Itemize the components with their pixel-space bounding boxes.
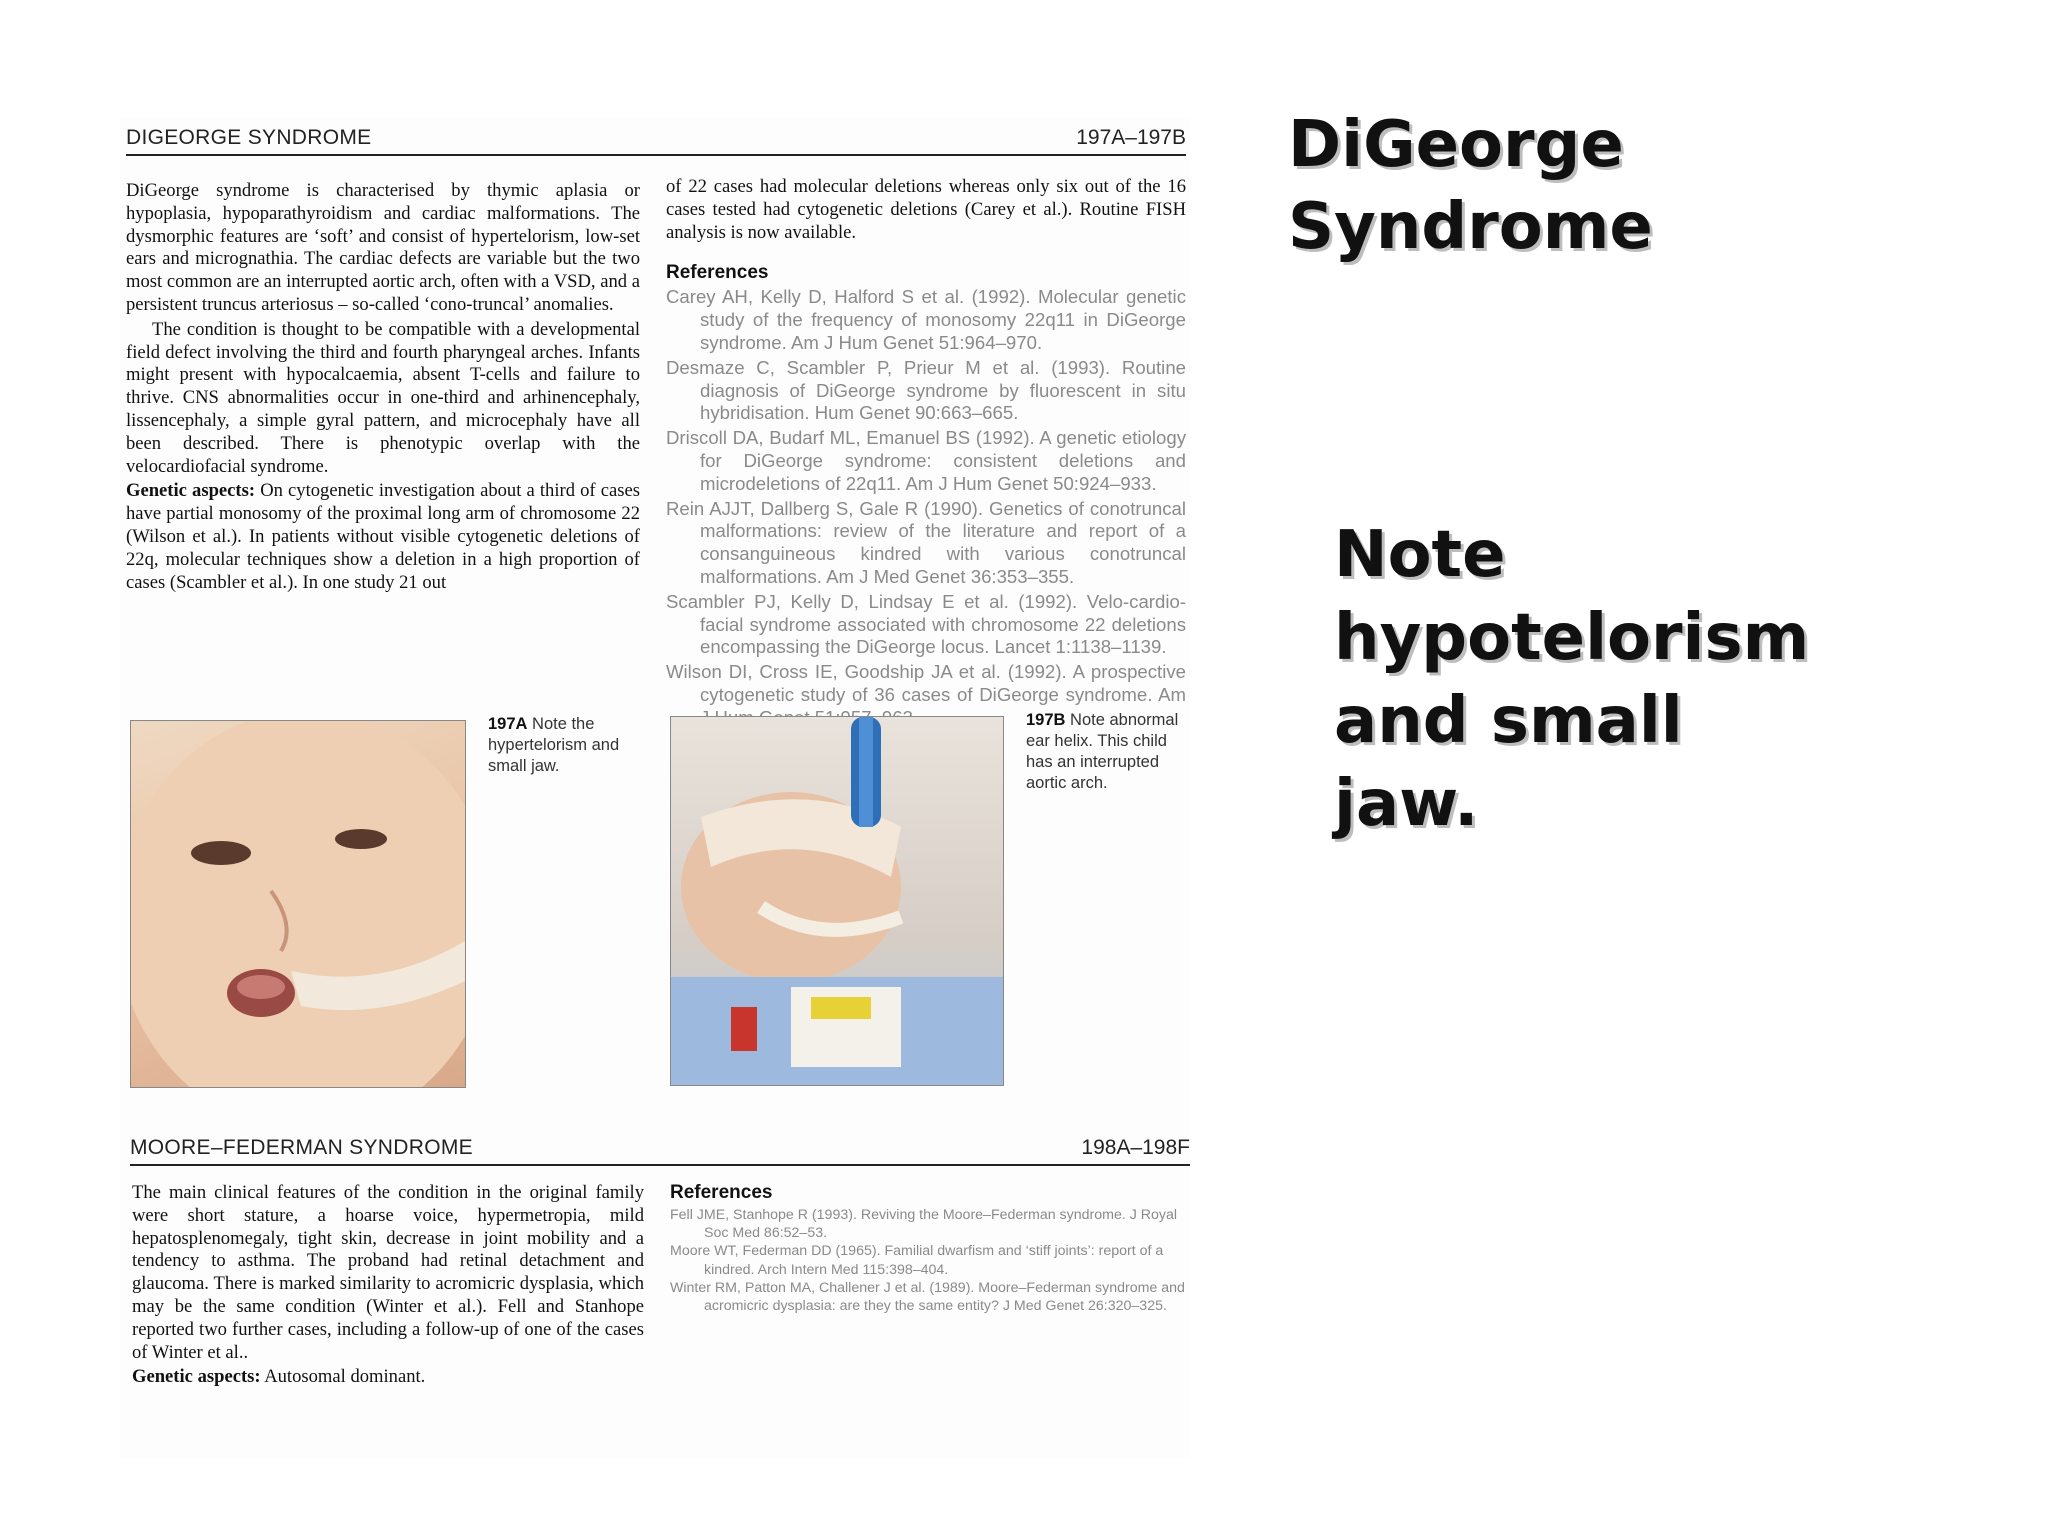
slide-note-line: Note <box>1334 518 1506 592</box>
reference-item: Scambler PJ, Kelly D, Lindsay E et al. (1992). Velo-cardio-facial syndrome associated with chromosome 22 deletions encompassing the DiGeorge locus. Lancet 1:1138–1139. <box>666 590 1186 658</box>
infant-face-illustration <box>131 721 465 1087</box>
section-title-moore-federman: MOORE–FEDERMAN SYNDROME <box>130 1136 473 1159</box>
section-title-digeorge: DIGEORGE SYNDROME <box>126 126 372 149</box>
textbook-page <box>120 118 1190 1458</box>
moore-federman-references-title: References <box>670 1182 773 1203</box>
figure-code-digeorge: 197A–197B <box>1076 126 1186 149</box>
reference-item: Wilson DI, Cross IE, Goodship JA et al. (1992). A prospective cytogenetic study of 36 cases of DiGeorge syndrome. Am <box>666 661 1186 705</box>
genetic-aspects-text: Autosomal dominant. <box>260 1366 426 1388</box>
slide-note-line: jaw. <box>1334 767 1479 841</box>
caption-197b-label: 197B <box>1026 711 1066 729</box>
slide-title-line-2: Syndrome <box>1288 190 1653 264</box>
reference-item: Rein AJJT, Dallberg S, Gale R (1990). Genetics of conotruncal malformations: review of the literature and report of a consanguineous kindred with various conotruncal malformations. Am J Med Genet 36:353–355. <box>666 497 1186 587</box>
slide-note <box>1334 514 1974 846</box>
photo-197b-infant-intubated <box>670 716 1004 1086</box>
moore-federman-paragraph: The main clinical features of the condition in the original family were short stature, a hoarse voice, hypermetropia, mild hepatosplenomegaly, tight skin, decrease in joint mobility and a tendency to asthma. The proband had retinal detachment and glaucoma. There is marked similarity to acromicric dysplasia, which may be the same condition (Winter et al.). Fell and Stanhope reported two further cases, including a follow-up of one of the cases of Winter et al.. <box>132 1182 644 1363</box>
digeorge-paragraph-2: The condition is thought to be compatible with a developmental field defect involving the third and fourth pharyngeal arches. Infants might present with hypocalcaemia, absent T-cells and failure to thrive. CNS abnormalities occur in one-third and arhinencephaly, lissencephaly, a simple gyral pattern, and microcephaly have all been described. There is phenotypic overlap with the velocardiofacial syndrome. <box>126 318 640 477</box>
genetic-aspects-label: Genetic aspects: <box>126 480 256 502</box>
reference-item: Driscoll DA, Budarf ML, Emanuel BS (1992). A genetic etiology for DiGeorge syndrome: consistent deletions and microdeletions of 22q11. Am J Hum Genet 50:924–933. <box>666 427 1186 494</box>
genetic-aspects-text: On cytogenetic investigation about a third of cases have partial monosomy of the proximal long arm of chromosome 22 (Wilson et al.). In patients without visible cytogenetic deletions of 22q, molecular techniques show a deletion in a high proportion of cases (Scambler et al.). In one study 21 out <box>126 480 640 593</box>
slide-title <box>1288 104 1848 268</box>
digeorge-genetic-paragraph <box>126 480 640 594</box>
digeorge-references-title: References <box>666 262 769 284</box>
digeorge-body-column <box>126 180 640 596</box>
section-header-moore-federman <box>130 1128 1190 1166</box>
photo-197a-infant-face <box>130 720 466 1088</box>
figure-code-moore-federman: 198A–198F <box>1081 1136 1190 1159</box>
digeorge-continued-text: of 22 cases had molecular deletions whereas only six out of the 16 cases tested had cytogenetic deletions (Carey et al.). Routine FISH analysis is now available. <box>666 176 1186 243</box>
caption-197a-text: Note the hypertelorism and small jaw. <box>488 715 620 775</box>
intubated-infant-illustration <box>671 717 1003 1085</box>
moore-federman-references-column <box>670 1182 1190 1315</box>
reference-item: Winter RM, Patton MA, Challener J et al. (1989). Moore–Federman syndrome and acromicric dysplasia: are they the same entity? J Med Genet 26:320–325. <box>670 1279 1185 1315</box>
section-header-digeorge <box>126 118 1186 156</box>
genetic-aspects-label: Genetic aspects: <box>132 1366 261 1388</box>
slide-title-line-1: DiGeorge <box>1288 108 1624 182</box>
reference-item: Desmaze C, Scambler P, Prieur M et al. (1993). Routine diagnosis of DiGeorge syndrome by fluorescent in situ hybridisation. Hum Genet 90:663–665. <box>666 356 1186 424</box>
moore-federman-body-column <box>132 1182 644 1391</box>
reference-item: Moore WT, Federman DD (1965). Familial dwarfism and ‘stiff joints’: report of a kindred. Arch Intern Med 115:398–404. <box>670 1243 1164 1278</box>
moore-federman-genetic-paragraph <box>132 1366 644 1389</box>
digeorge-right-column <box>666 176 1186 732</box>
caption-197a-label: 197A <box>488 715 528 733</box>
slide-note-line: and small <box>1334 684 1683 758</box>
reference-item: Carey AH, Kelly D, Halford S et al. (1992). Molecular genetic study of the frequency of monosomy 22q11 in DiGeorge syndrome. Am J Hum Genet 51:964–970. <box>666 286 1186 353</box>
caption-197a <box>488 714 658 777</box>
caption-197b <box>1026 710 1190 794</box>
reference-item: Fell JME, Stanhope R (1993). Reviving the Moore–Federman syndrome. J Royal Soc Med 86:52–53. <box>670 1207 1178 1242</box>
slide-note-line: hypotelorism <box>1334 601 1810 675</box>
caption-197b-text: Note abnormal ear helix. This child has an interrupted aortic arch. <box>1026 711 1179 792</box>
digeorge-paragraph-1: DiGeorge syndrome is characterised by thymic aplasia or hypoplasia, hypoparathyroidism and cardiac malformations. The dysmorphic features are ‘soft’ and consist of hypertelorism, low-set ears and micrognathia. The cardiac defects are variable but the two most common are an interrupted aortic arch, often with a VSD, and a persistent truncus arteriosus – so-called ‘cono-truncal’ anomalies. <box>126 180 640 315</box>
